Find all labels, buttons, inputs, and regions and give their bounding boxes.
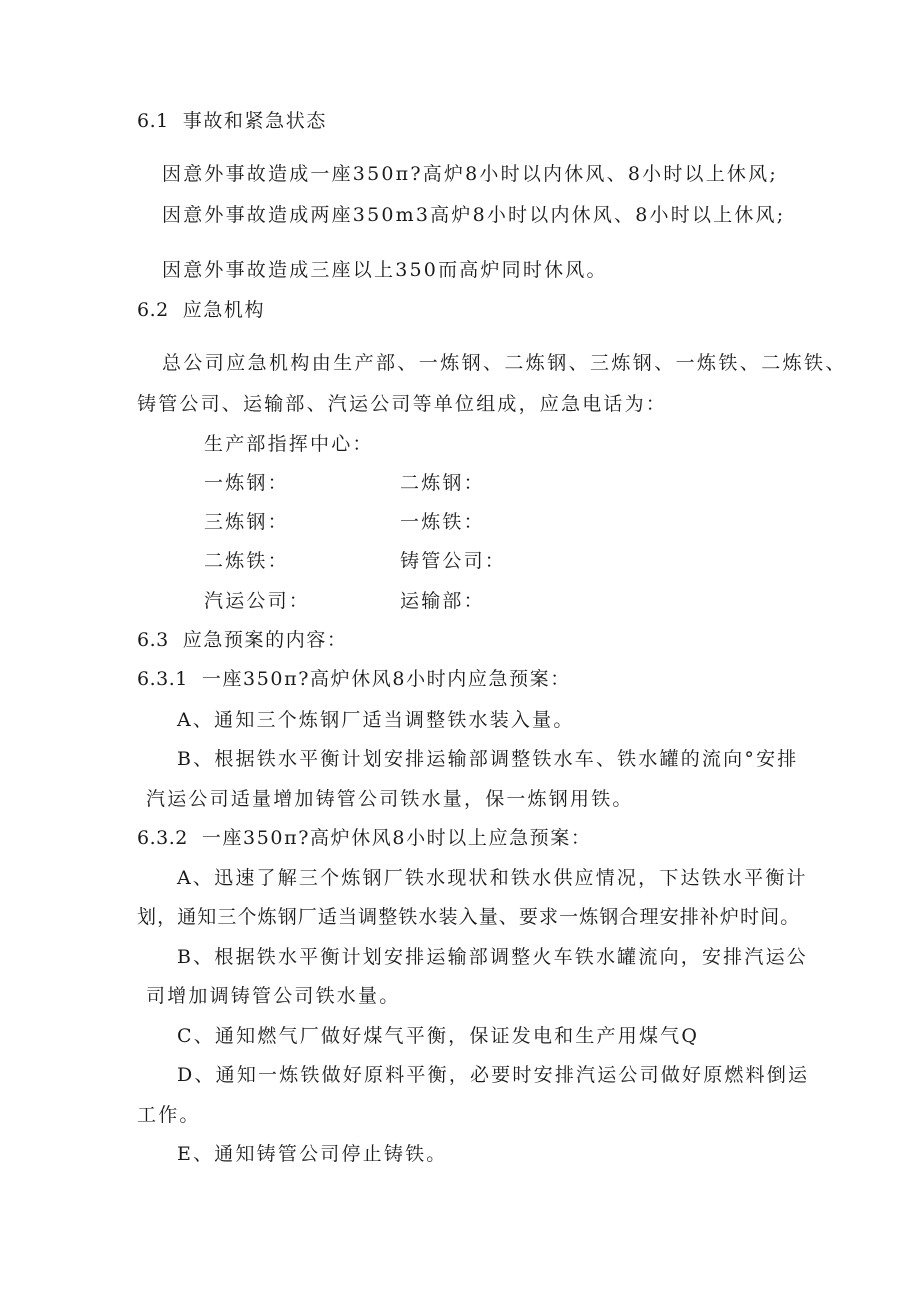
list-item-continuation: 划，通知三个炼钢厂适当调整铁水装入量、要求一炼钢合理安排补炉时间。: [137, 906, 801, 928]
section-title: 应急机构: [182, 299, 266, 321]
section-6-3-heading: [137, 628, 348, 652]
section-6-3-2-heading: [137, 826, 592, 850]
list-item-continuation: 汽运公司适量增加铸管公司铁水量，保一炼钢用铁。: [146, 788, 634, 810]
list-item: C、通知燃气厂做好煤气平衡，保证发电和生产用煤气Q: [177, 1025, 700, 1047]
section-6-3-1-heading: [137, 667, 571, 691]
list-item: D、通知一炼铁做好原料平衡，必要时安排汽运公司做好原燃料倒运: [177, 1064, 810, 1086]
paragraph-line: 因意外事故造成一座350π?高炉8小时以内休风、8小时以上休风;: [162, 163, 778, 185]
contact-label: 三炼钢：: [204, 511, 289, 533]
section-title: 事故和紧急状态: [182, 110, 327, 132]
contact-label: 汽运公司：: [204, 590, 311, 612]
paragraph-line: 因意外事故造成三座以上350而高炉同时休风。: [162, 259, 608, 281]
paragraph-line: 铸管公司、运输部、汽运公司等单位组成，应急电话为：: [137, 393, 668, 415]
section-number: 6.2: [137, 299, 169, 321]
contact-label: 铸管公司：: [400, 550, 507, 572]
list-item: E、通知铸管公司停止铸铁。: [177, 1143, 448, 1165]
section-number: 6.3: [137, 629, 169, 651]
list-item: B、根据铁水平衡计划安排运输部调整铁水车、铁水罐的流向°安排: [177, 748, 799, 770]
section-title: 一座350π?高炉休风8小时内应急预案：: [201, 668, 571, 690]
section-number: 6.3.1: [137, 668, 188, 690]
list-item: B、根据铁水平衡计划安排运输部调整火车铁水罐流向，安排汽运公: [177, 946, 808, 968]
section-6-1-heading: [137, 109, 327, 133]
paragraph-line: 总公司应急机构由生产部、一炼钢、二炼钢、三炼钢、一炼铁、二炼铁、: [162, 352, 847, 374]
list-item: A、迅速了解三个炼钢厂铁水现状和铁水供应情况，下达铁水平衡计: [177, 867, 808, 889]
list-item-continuation: 工作。: [137, 1104, 201, 1126]
section-number: 6.3.2: [137, 827, 188, 849]
contact-label: 运输部：: [400, 590, 485, 612]
list-item: A、通知三个炼钢厂适当调整铁水装入量。: [177, 709, 575, 731]
contact-label: 一炼钢：: [204, 472, 289, 494]
paragraph-line: 因意外事故造成两座350m3高炉8小时以内休风、8小时以上休风;: [162, 204, 786, 226]
contact-label: 二炼铁：: [204, 550, 289, 572]
section-title: 一座350π?高炉休风8小时以上应急预案：: [201, 827, 592, 849]
contact-label: 一炼铁：: [400, 511, 485, 533]
contact-label: 二炼钢：: [400, 472, 485, 494]
list-item-continuation: 司增加调铸管公司铁水量。: [146, 985, 401, 1007]
section-6-2-heading: [137, 298, 265, 322]
section-number: 6.1: [137, 110, 169, 132]
command-center-label: 生产部指挥中心：: [204, 433, 374, 455]
section-title: 应急预案的内容：: [182, 629, 348, 651]
